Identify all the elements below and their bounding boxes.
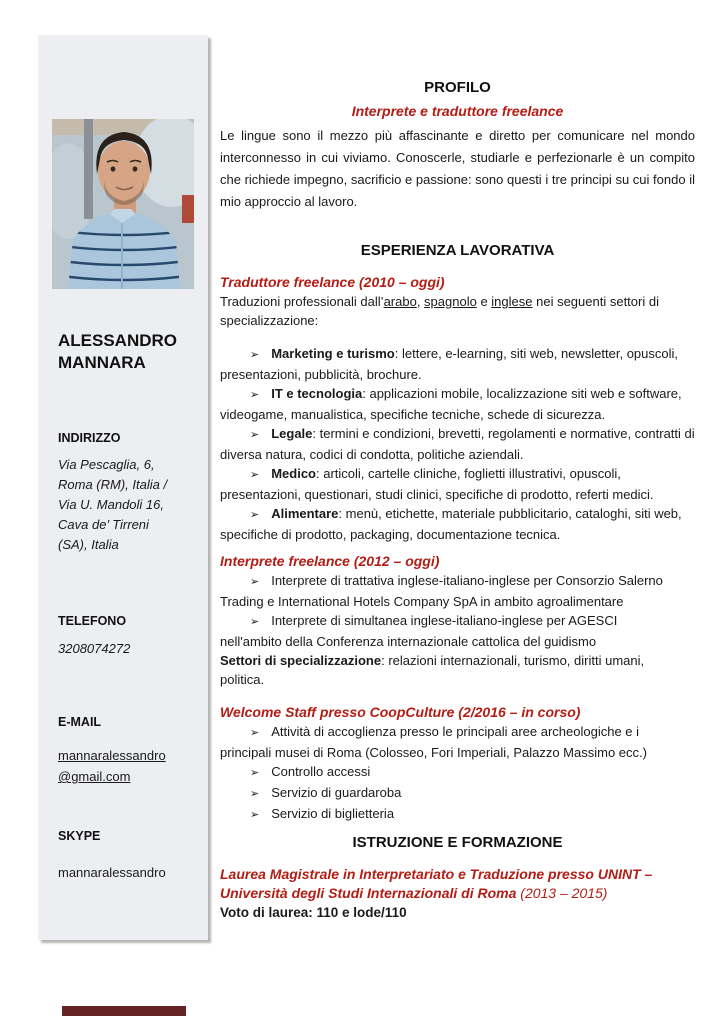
bullet-text: : applicazioni mobile, localizzazione siti web e software, videogame, manualistica, specifiche tecniche, schede di sicurezza. <box>220 386 682 422</box>
person-name-line1: ALESSANDRO <box>58 331 178 350</box>
specialization-sectors <box>220 651 675 689</box>
arrow-bullet-icon: ➢ <box>250 727 260 739</box>
address-line: Via U. Mandoli 16, <box>58 497 164 512</box>
bullet-lead: Alimentare <box>271 506 339 521</box>
section-heading-istruzione: ISTRUZIONE E FORMAZIONE <box>352 834 563 851</box>
profile-subtitle: Interprete e traduttore freelance <box>351 103 564 119</box>
intro-segment: e <box>476 294 492 309</box>
email-label: E-MAIL <box>58 715 102 729</box>
intro-segment-underlined: inglese <box>491 294 533 309</box>
arrow-bullet-icon: ➢ <box>250 389 260 401</box>
intro-segment: , <box>416 294 425 309</box>
list-item <box>220 504 695 544</box>
list-item <box>220 783 695 804</box>
list-item <box>220 464 695 504</box>
person-name-line2: MANNARA <box>58 353 146 372</box>
bullet-text: : articoli, cartelle cliniche, foglietti illustrativi, opuscoli, presentazioni, questionari, studi clinici, specifiche di prodotto, referti medici. <box>220 466 654 502</box>
footer-accent-bar <box>62 1006 186 1016</box>
email-link[interactable] <box>58 745 208 787</box>
phone-value: 3208074272 <box>58 641 131 656</box>
skype-value: mannaralessandro <box>58 865 166 880</box>
bullet-text: Attività di accoglienza presso le principali aree archeologiche e i principali musei di Roma (Colosseo, Fori Imperiali, Palazzo Massimo ecc.) <box>220 724 647 760</box>
intro-segment-underlined: arabo <box>383 294 417 309</box>
bullet-lead: Legale <box>271 426 313 441</box>
list-item <box>220 762 695 783</box>
bullet-text: : lettere, e-learning, siti web, newsletter, opuscoli, presentazioni, pubblicità, brochure. <box>220 346 679 382</box>
list-item <box>220 804 695 825</box>
email-line1: mannaralessandro <box>58 748 166 763</box>
intro-segment: nei seguenti settori di specializzazione: <box>220 294 659 328</box>
degree-period: (2013 – 2015) <box>516 885 608 901</box>
address-label: INDIRIZZO <box>58 431 121 445</box>
bullet-text: : termini e condizioni, brevetti, regolamenti e normative, contratti di diversa natura, codici di condotta, politiche aziendali. <box>220 426 695 462</box>
bullet-lead: Marketing e turismo <box>271 346 395 361</box>
job-title-welcome-staff: Welcome Staff presso CoopCulture (2/2016 – in corso) <box>220 704 581 720</box>
bullet-text: Servizio di guardaroba <box>271 785 402 800</box>
arrow-bullet-icon: ➢ <box>250 767 260 779</box>
address-line: Cava de’ Tirreni <box>58 517 149 532</box>
translator-bullet-list <box>220 344 695 544</box>
bullet-text: Servizio di biglietteria <box>271 806 395 821</box>
profile-body: Le lingue sono il mezzo più affascinante e diretto per comunicare nel mondo interconnesso in cui viviamo. Conoscerle, studiarle e perfezionarle è un compito che richiede impegno, sacrificio e passione: sono questi i tre principi su cui fondo il mio approccio al lavoro. <box>220 128 695 209</box>
address-line: (SA), Italia <box>58 537 119 552</box>
sidebar <box>38 35 208 940</box>
intro-segment: Traduzioni professionali dall’ <box>220 294 384 309</box>
degree-name: Laurea Magistrale in Interpretariato e Traduzione presso UNINT – Università degli Studi Internazionali di Roma <box>220 866 653 901</box>
list-item <box>220 424 695 464</box>
arrow-bullet-icon: ➢ <box>250 809 260 821</box>
arrow-bullet-icon: ➢ <box>250 349 260 361</box>
arrow-bullet-icon: ➢ <box>250 788 260 800</box>
bullet-lead: Medico <box>271 466 317 481</box>
phone-label: TELEFONO <box>58 614 127 628</box>
bullet-lead: IT e tecnologia <box>271 386 363 401</box>
degree-title <box>220 865 690 903</box>
list-item <box>220 344 695 384</box>
profile-photo <box>52 119 194 289</box>
arrow-bullet-icon: ➢ <box>250 429 260 441</box>
skype-label: SKYPE <box>58 829 101 843</box>
list-item <box>220 384 695 424</box>
section-heading-profilo: PROFILO <box>424 79 491 96</box>
sectors-lead: Settori di specializzazione <box>220 653 382 668</box>
list-item <box>220 611 672 651</box>
sectors-text: : relazioni internazionali, turismo, diritti umani, politica. <box>220 653 645 687</box>
bullet-text: : menù, etichette, materiale pubblicitario, cataloghi, siti web, specifiche di prodotto, packaging, documentazione tecnica. <box>220 506 682 542</box>
address-line: Roma (RM), Italia / <box>58 477 168 492</box>
address-value <box>58 455 208 555</box>
arrow-bullet-icon: ➢ <box>250 509 260 521</box>
translator-intro <box>220 292 675 330</box>
bullet-text: Controllo accessi <box>271 764 371 779</box>
list-item <box>220 722 675 762</box>
person-name <box>58 330 208 374</box>
arrow-bullet-icon: ➢ <box>250 616 260 628</box>
job-title-interprete: Interprete freelance (2012 – oggi) <box>220 553 440 569</box>
bullet-text: Interprete di trattativa inglese-italiano-inglese per Consorzio Salerno Trading e International Hotels Company SpA in ambito agroalimentare <box>220 573 663 609</box>
degree-grade: Voto di laurea: 110 e lode/110 <box>220 905 407 920</box>
arrow-bullet-icon: ➢ <box>250 469 260 481</box>
intro-segment-underlined: spagnolo <box>424 294 477 309</box>
email-line2: @gmail.com <box>58 769 131 784</box>
main-content <box>220 0 695 922</box>
arrow-bullet-icon: ➢ <box>250 576 260 588</box>
section-heading-esperienza: ESPERIENZA LAVORATIVA <box>360 242 555 259</box>
bullet-text: Interprete di simultanea inglese-italiano-inglese per AGESCI nell'ambito della Conferenza internazionale cattolica del guidismo <box>220 613 618 649</box>
job-title-traduttore: Traduttore freelance (2010 – oggi) <box>220 274 445 290</box>
list-item <box>220 571 672 611</box>
address-line: Via Pescaglia, 6, <box>58 457 155 472</box>
